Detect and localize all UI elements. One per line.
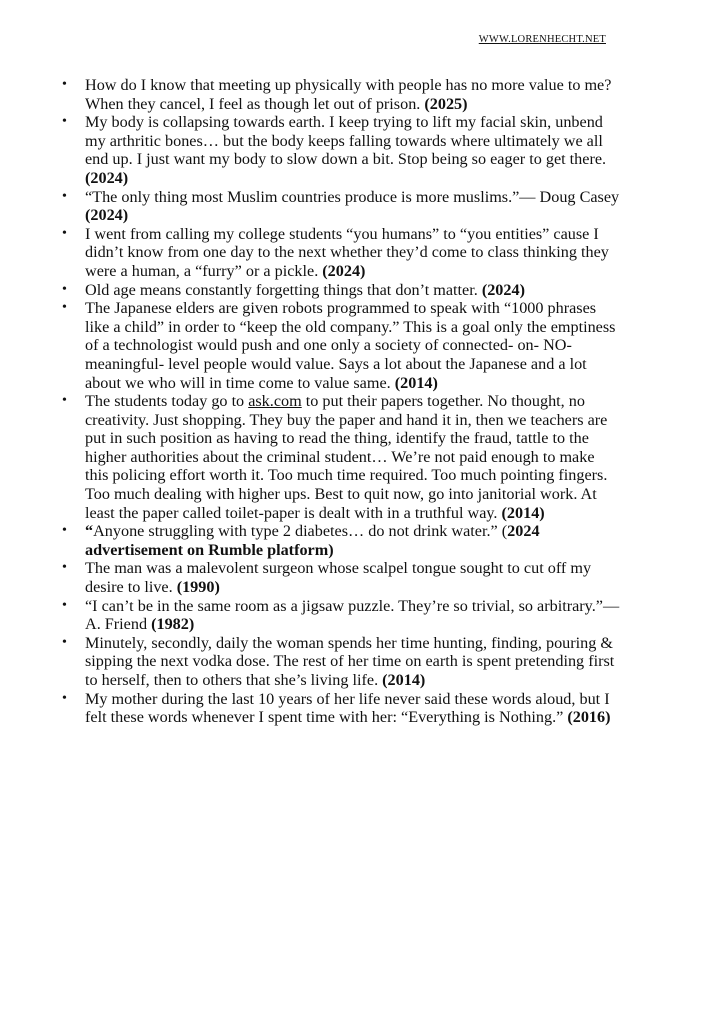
item-citation: (1982) <box>151 615 195 634</box>
inline-link[interactable]: ask.com <box>248 392 302 411</box>
list-item <box>60 392 620 522</box>
list-item <box>60 559 620 596</box>
item-citation: (2024) <box>322 261 366 280</box>
item-text: The students today go to <box>85 392 249 411</box>
bullet-icon: • <box>62 225 67 241</box>
item-text: The Japanese elders are given robots programmed to speak with “1000 phrases like a child” in order to “keep the old company.” This is a goal only the emptiness of a technologist would push and one only a society of connected- on- NO- meaningful- level people would value. Says a lot about the Japanese and a lot about we who will in time come to value same. <box>85 299 616 392</box>
item-text: I went from calling my college students “you humans” to “you entities” cause I didn’t know from one day to the next whether they’d come to class thinking they were a human, a “furry” or a pickle. <box>85 224 609 280</box>
item-citation: (2024) <box>85 168 129 187</box>
bullet-icon: • <box>62 114 67 130</box>
list-item <box>60 76 620 113</box>
item-text: My mother during the last 10 years of her life never said these words aloud, but I felt these words whenever I spent time with her: “Everything is Nothing.” <box>85 689 610 727</box>
bullet-icon: • <box>62 393 67 409</box>
item-text: Minutely, secondly, daily the woman spends her time hunting, finding, pouring & sipping the next vodka dose. The rest of her time on earth is spent pretending first to herself, then to others that she’s living life. <box>85 633 615 689</box>
item-citation: (2016) <box>567 708 611 727</box>
list-item <box>60 299 620 392</box>
quote-list <box>60 76 620 727</box>
bullet-icon: • <box>62 634 67 650</box>
item-text: to put their papers together. No thought, no creativity. Just shopping. They buy the paper and hand it in, then we teachers are put in such position as having to read the thing, identify the fraud, tattle to the higher authorities about the criminal student… We’re not paid enough to make this policing effort worth it. Too much time required. Too much pointing fingers. Too much dealing with higher ups. Best to quit now, go into janitorial work. At least the paper called toilet-paper is dealt with in a truthful way. <box>85 392 608 522</box>
list-item <box>60 522 620 559</box>
item-citation: (1990) <box>176 578 220 597</box>
list-item <box>60 113 620 187</box>
bullet-icon: • <box>62 523 67 539</box>
list-item <box>60 690 620 727</box>
list-item <box>60 597 620 634</box>
bullet-icon: • <box>62 300 67 316</box>
item-text: Old age means constantly forgetting things that don’t matter. <box>85 280 482 299</box>
bullet-icon: • <box>62 77 67 92</box>
item-text: How do I know that meeting up physically with people has no more value to me? When they cancel, I feel as though let out of prison. <box>85 76 612 113</box>
item-text: The man was a malevolent surgeon whose scalpel tongue sought to cut off my desire to live. <box>85 559 592 597</box>
item-citation: (2024) <box>481 280 525 299</box>
bullet-icon: • <box>62 690 67 706</box>
list-item <box>60 634 620 690</box>
bullet-icon: • <box>62 597 67 613</box>
bullet-icon: • <box>62 560 67 576</box>
item-citation: 2024 advertisement on Rumble platform) <box>85 522 540 559</box>
item-text: “The only thing most Muslim countries produce is more muslims.”— Doug Casey <box>85 187 620 206</box>
item-text: “I can’t be in the same room as a jigsaw puzzle. They’re so trivial, so arbitrary.”— A. Friend <box>85 596 620 634</box>
list-item <box>60 225 620 281</box>
item-citation: (2014) <box>382 671 426 689</box>
bullet-icon: • <box>62 188 67 204</box>
item-citation: (2024) <box>85 206 129 225</box>
list-item <box>60 281 620 300</box>
item-citation: (2014) <box>394 373 438 392</box>
list-item <box>60 188 620 225</box>
site-url[interactable]: WWW.LORENHECHT.NET <box>478 34 606 45</box>
item-citation: (2025) <box>424 94 468 113</box>
bullet-icon: • <box>62 281 67 297</box>
item-citation: (2014) <box>501 503 545 522</box>
item-text: My body is collapsing towards earth. I keep trying to lift my facial skin, unbend my arthritic bones… but the body keeps falling towards where ultimately we all end up. I just want my body to slow down a bit. Stop being so eager to get there. <box>85 113 607 169</box>
item-text: Anyone struggling with type 2 diabetes… do not drink water.” ( <box>93 522 508 541</box>
item-citation: “ <box>85 522 94 541</box>
